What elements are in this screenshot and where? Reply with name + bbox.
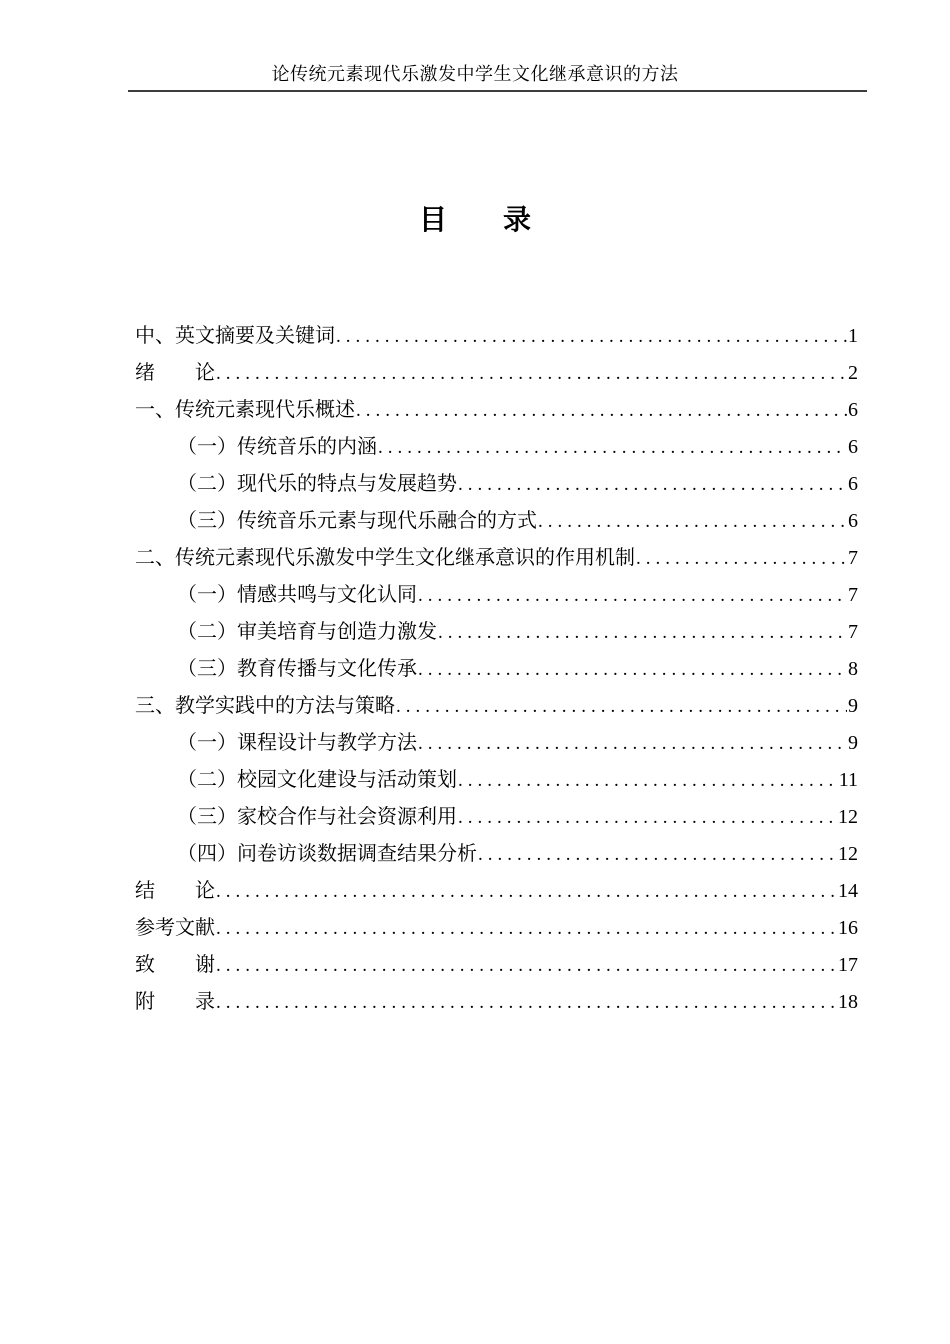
toc-entry-page: 6 <box>848 473 858 495</box>
toc-entry-page: 12 <box>838 806 858 828</box>
dot-leader <box>216 873 837 910</box>
toc-entry[interactable] <box>135 984 858 1021</box>
toc-entry-label: 中、英文摘要及关键词 <box>135 325 335 347</box>
dot-leader <box>418 577 847 614</box>
toc-entry-label: 绪 论 <box>135 362 215 384</box>
toc-entry-label: （二）现代乐的特点与发展趋势 <box>177 473 457 495</box>
toc-entry-label: 致 谢 <box>135 954 215 976</box>
toc-entry[interactable] <box>135 355 858 392</box>
dot-leader <box>216 355 847 392</box>
toc-title: 目 录 <box>418 205 531 236</box>
toc-entry-page: 14 <box>838 880 858 902</box>
toc-entry-label: （二）审美培育与创造力激发 <box>177 621 437 643</box>
toc-entry[interactable] <box>135 318 858 355</box>
toc-entry[interactable] <box>135 947 858 984</box>
toc-entry-label: 二、传统元素现代乐激发中学生文化继承意识的作用机制 <box>135 547 635 569</box>
toc-entry[interactable] <box>135 688 858 725</box>
dot-leader <box>438 614 847 651</box>
toc-entry[interactable] <box>135 836 858 873</box>
toc-entry[interactable] <box>135 614 858 651</box>
dot-leader <box>356 392 847 429</box>
toc-entry[interactable] <box>135 725 858 762</box>
toc-entry-label: 附 录 <box>135 991 215 1013</box>
dot-leader <box>396 688 847 725</box>
dot-leader <box>378 429 847 466</box>
toc-entry-label: （三）家校合作与社会资源利用 <box>177 806 457 828</box>
toc-entry-page: 16 <box>838 917 858 939</box>
toc-entry-page: 8 <box>848 658 858 680</box>
toc-entry-label: 参考文献 <box>135 917 215 939</box>
toc-entry[interactable] <box>135 466 858 503</box>
toc-entry-label: 一、传统元素现代乐概述 <box>135 399 355 421</box>
toc-entry-label: 三、教学实践中的方法与策略 <box>135 695 395 717</box>
dot-leader <box>336 318 847 355</box>
toc-entry-page: 6 <box>848 436 858 458</box>
dot-leader <box>216 947 837 984</box>
dot-leader <box>418 651 847 688</box>
toc-entry[interactable] <box>135 651 858 688</box>
toc-entry-page: 7 <box>848 584 858 606</box>
dot-leader <box>636 540 847 577</box>
toc-entry-page: 6 <box>848 399 858 421</box>
toc-entry-page: 6 <box>848 510 858 532</box>
header-rule <box>128 90 867 92</box>
toc-entry-label: （三）传统音乐元素与现代乐融合的方式 <box>177 510 537 532</box>
dot-leader <box>458 466 847 503</box>
toc-entry-label: （一）传统音乐的内涵 <box>177 436 377 458</box>
toc-entry[interactable] <box>135 762 858 799</box>
toc-entry-label: （三）教育传播与文化传承 <box>177 658 417 680</box>
toc-entry-page: 1 <box>848 325 858 347</box>
dot-leader <box>216 984 837 1021</box>
dot-leader <box>216 910 837 947</box>
toc-entry[interactable] <box>135 799 858 836</box>
toc-entry-label: （一）情感共鸣与文化认同 <box>177 584 417 606</box>
toc-entry[interactable] <box>135 429 858 466</box>
toc-entry-label: 结 论 <box>135 880 215 902</box>
dot-leader <box>538 503 847 540</box>
dot-leader <box>458 762 838 799</box>
toc-entry[interactable] <box>135 873 858 910</box>
toc-entry-page: 17 <box>838 954 858 976</box>
toc-entry-page: 2 <box>848 362 858 384</box>
dot-leader <box>418 725 847 762</box>
toc-entry[interactable] <box>135 392 858 429</box>
toc-entry-label: （二）校园文化建设与活动策划 <box>177 769 457 791</box>
running-head: 论传统元素现代乐激发中学生文化继承意识的方法 <box>271 64 679 84</box>
toc-list <box>135 318 858 1021</box>
toc-entry[interactable] <box>135 503 858 540</box>
toc-entry[interactable] <box>135 577 858 614</box>
toc-entry[interactable] <box>135 910 858 947</box>
dot-leader <box>458 799 837 836</box>
toc-entry-page: 9 <box>848 695 858 717</box>
toc-entry[interactable] <box>135 540 858 577</box>
toc-entry-page: 7 <box>848 547 858 569</box>
toc-entry-page: 9 <box>848 732 858 754</box>
toc-entry-page: 18 <box>838 991 858 1013</box>
toc-entry-label: （四）问卷访谈数据调查结果分析 <box>177 843 477 865</box>
toc-entry-label: （一）课程设计与教学方法 <box>177 732 417 754</box>
toc-entry-page: 11 <box>838 769 858 791</box>
toc-entry-page: 12 <box>838 843 858 865</box>
toc-entry-page: 7 <box>848 621 858 643</box>
dot-leader <box>478 836 837 873</box>
